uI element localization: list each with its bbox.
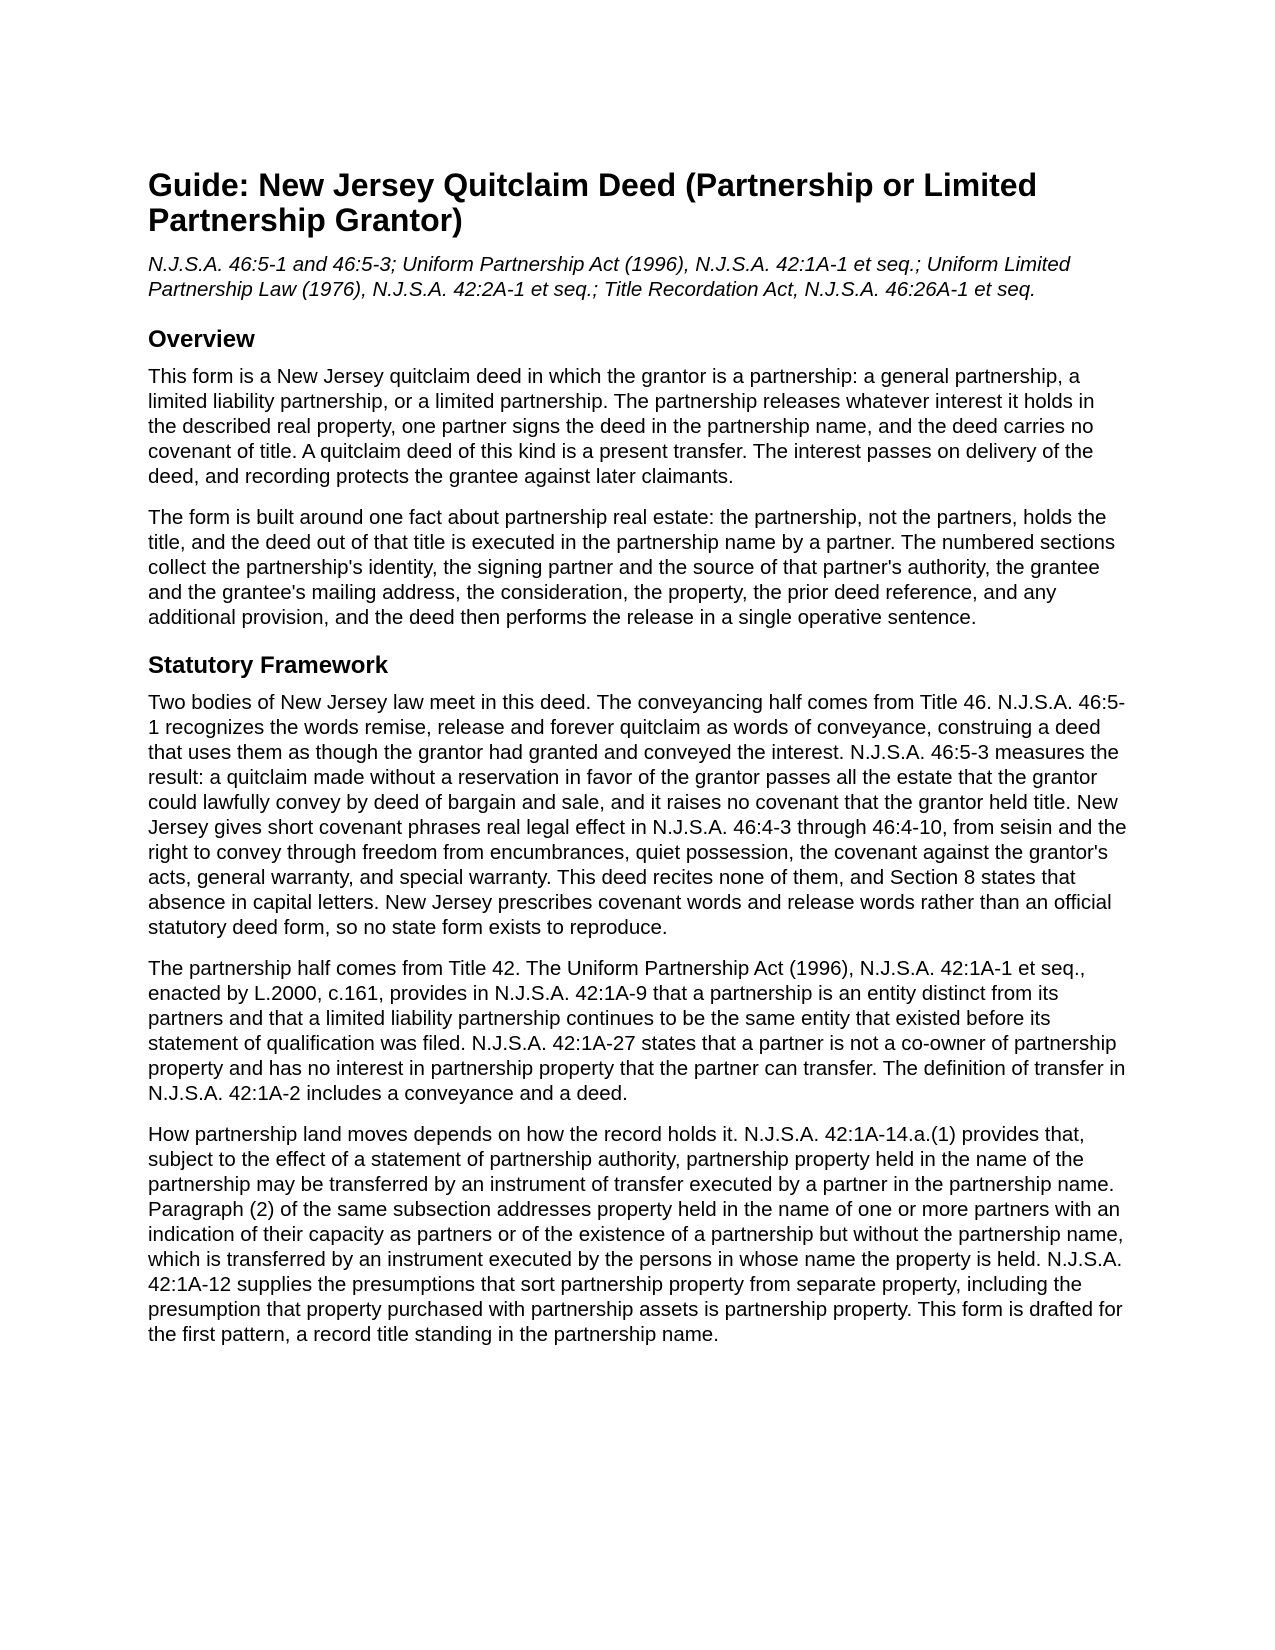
framework-paragraph: Two bodies of New Jersey law meet in this deed. The conveyancing half comes from Title 46. N.J.S.A. 46:5-1 recognizes the words remise, release and forever quitclaim as words of conveyance, construing a deed that uses them as though the grantor had granted and conveyed the interest. N.J.S.A. 46:5-3 measures the result: a quitclaim made without a reservation in favor of the grantor passes all the estate that the grantor could lawfully convey by deed of bargain and sale, and it raises no covenant that the grantor held title. New Jersey gives short covenant phrases real legal effect in N.J.S.A. 46:4-3 through 46:4-10, from seisin and the right to convey through freedom from encumbrances, quiet possession, the covenant against the grantor's acts, general warranty, and special warranty. This deed recites none of them, and Section 8 states that absence in capital letters. New Jersey prescribes covenant words and release words rather than an official statutory deed form, so no state form exists to reproduce. bbox=[148, 691, 1127, 939]
overview-section bbox=[148, 326, 1128, 630]
overview-paragraph: This form is a New Jersey quitclaim deed in which the grantor is a partnership: a general partnership, a limited liability partnership, or a limited partnership. The partnership releases whatever interest it holds in the described real property, one partner signs the deed in the partnership name, and the deed carries no covenant of title. A quitclaim deed of this kind is a present transfer. The interest passes on delivery of the deed, and recording protects the grantee against later claimants. bbox=[148, 365, 1095, 488]
overview-paragraph: The form is built around one fact about partnership real estate: the partnership, not the partners, holds the title, and the deed out of that title is executed in the partnership name by a partner. The numbered sections collect the partnership's identity, the signing partner and the source of that partner's authority, the grantee and the grantee's mailing address, the consideration, the property, the prior deed reference, and any additional provision, and the deed then performs the release in a single operative sentence. bbox=[148, 506, 1116, 629]
statutory-framework-heading: Statutory Framework bbox=[148, 652, 389, 679]
document-page bbox=[148, 168, 1128, 1363]
statutory-framework-section bbox=[148, 652, 1128, 1347]
document-title: Guide: New Jersey Quitclaim Deed (Partnership or Limited Partnership Grantor) bbox=[148, 167, 1038, 238]
overview-heading: Overview bbox=[148, 326, 255, 353]
framework-paragraph: How partnership land moves depends on how the record holds it. N.J.S.A. 42:1A-14.a.(1) provides that, subject to the effect of a statement of partnership authority, partnership property held in the name of the partnership may be transferred by an instrument of transfer executed by a partner in the partnership name. Paragraph (2) of the same subsection addresses property held in the name of one or more partners with an indication of their capacity as partners or of the existence of a partnership but without the partnership name, which is transferred by an instrument executed by the persons in whose name the property is held. N.J.S.A. 42:1A-12 supplies the presumptions that sort partnership property from separate property, including the presumption that property purchased with partnership assets is partnership property. This form is drafted for the first pattern, a record title standing in the partnership name. bbox=[148, 1123, 1124, 1346]
statutory-citation: N.J.S.A. 46:5-1 and 46:5-3; Uniform Partnership Act (1996), N.J.S.A. 42:1A-1 et seq.; Uniform Limited Partnership Law (1976), N.J.S.A. 42:2A-1 et seq.; Title Recordation Act, N.J.S.A. 46:26A-1 et seq. bbox=[148, 253, 1071, 301]
framework-paragraph: The partnership half comes from Title 42. The Uniform Partnership Act (1996), N.J.S.A. 42:1A-1 et seq., enacted by L.2000, c.161, provides in N.J.S.A. 42:1A-9 that a partnership is an entity distinct from its partners and that a limited liability partnership continues to be the same entity that existed before its statement of qualification was filed. N.J.S.A. 42:1A-27 states that a partner is not a co-owner of partnership property and has no interest in partnership property that the partner can transfer. The definition of transfer in N.J.S.A. 42:1A-2 includes a conveyance and a deed. bbox=[148, 957, 1126, 1105]
